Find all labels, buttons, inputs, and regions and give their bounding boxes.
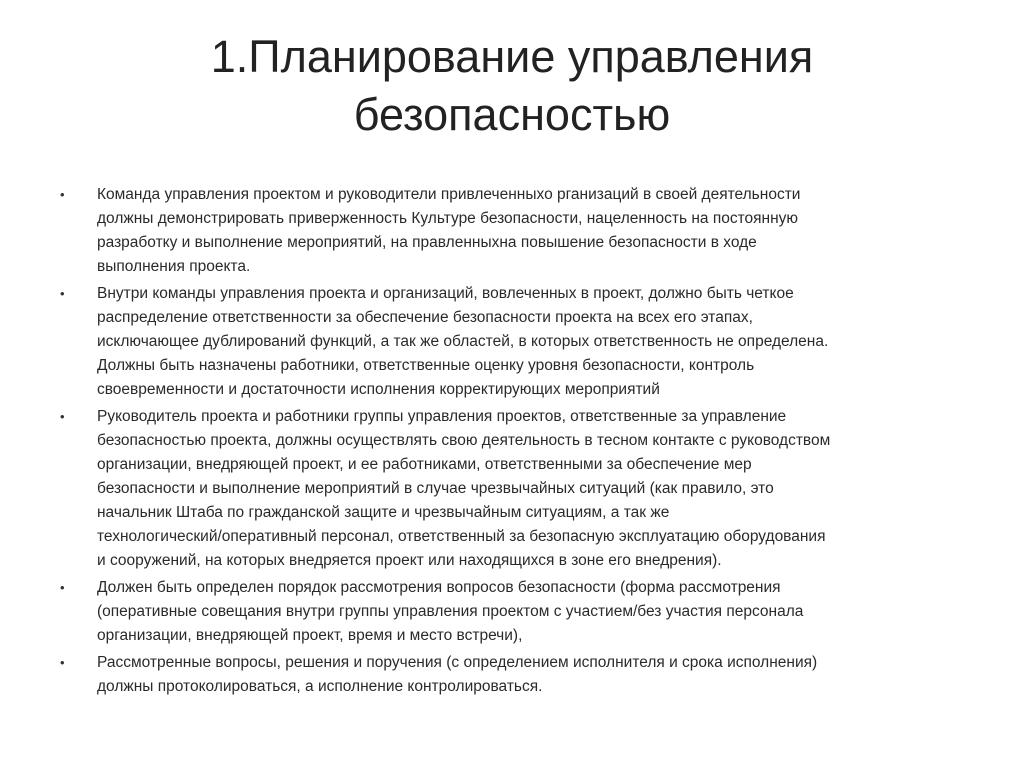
slide-title <box>0 28 1024 144</box>
bullet-text-line: должны демонстрировать приверженность Культуре безопасности, нацеленность на постоянную <box>97 210 799 227</box>
bullet-item-2 <box>60 282 980 402</box>
bullet-text-line: безопасности и выполнение мероприятий в случае чрезвычайных ситуаций (как правило, это <box>97 480 774 497</box>
bullet-text-line: своевременности и достаточности исполнения корректирующих мероприятий <box>97 381 660 398</box>
bullet-list <box>60 183 980 702</box>
slide-title-line-1: 1.Планирование управления <box>210 31 814 82</box>
bullet-text-line: Команда управления проектом и руководители привлеченныхо рганизаций в своей деятельности <box>97 186 801 203</box>
bullet-text-line: исключающее дублирований функций, а так же областей, в которых ответственность не определена. <box>97 333 829 350</box>
bullet-text-line: организации, внедряющей проект, и ее работниками, ответственными за обеспечение мер <box>97 456 752 473</box>
bullet-dot-icon: • <box>60 409 65 424</box>
bullet-text-line: и сооружений, на которых внедряется проект или находящихся в зоне его внедрения). <box>97 552 722 569</box>
bullet-item-5 <box>60 651 980 699</box>
bullet-item-1 <box>60 183 980 279</box>
slide-title-line-2: безопасностью <box>353 89 671 140</box>
bullet-text-line: организации, внедряющей проект, время и место встречи), <box>97 627 523 644</box>
bullet-text-line: технологический/оперативный персонал, ответственный за безопасную эксплуатацию оборудования <box>97 528 826 545</box>
bullet-text-line: Должны быть назначены работники, ответственные оценку уровня безопасности, контроль <box>97 357 755 374</box>
bullet-text-line: выполнения проекта. <box>97 258 251 275</box>
bullet-item-4 <box>60 576 980 648</box>
bullet-item-3 <box>60 405 980 573</box>
bullet-text-line: Должен быть определен порядок рассмотрения вопросов безопасности (форма рассмотрения <box>97 579 781 596</box>
bullet-text-line: Руководитель проекта и работники группы управления проектов, ответственные за управление <box>97 408 787 425</box>
bullet-dot-icon: • <box>60 580 65 595</box>
bullet-text-line: Внутри команды управления проекта и организаций, вовлеченных в проект, должно быть четкое <box>97 285 794 302</box>
bullet-text-line: начальник Штаба по гражданской защите и чрезвычайным ситуациям, а так же <box>97 504 670 521</box>
bullet-dot-icon: • <box>60 187 65 202</box>
bullet-dot-icon: • <box>60 286 65 301</box>
bullet-text-line: (оперативные совещания внутри группы управления проектом с участием/без участия персонала <box>97 603 804 620</box>
bullet-dot-icon: • <box>60 655 65 670</box>
bullet-text-line: безопасностью проекта, должны осуществлять свою деятельность в тесном контакте с руководством <box>97 432 831 449</box>
bullet-text-line: должны протоколироваться, а исполнение контролироваться. <box>97 678 543 695</box>
bullet-text-line: распределение ответственности за обеспечение безопасности проекта на всех его этапах, <box>97 309 753 326</box>
bullet-text-line: разработку и выполнение мероприятий, на правленныхна повышение безопасности в ходе <box>97 234 757 251</box>
bullet-text-line: Рассмотренные вопросы, решения и поручения (с определением исполнителя и срока исполнения) <box>97 654 818 671</box>
